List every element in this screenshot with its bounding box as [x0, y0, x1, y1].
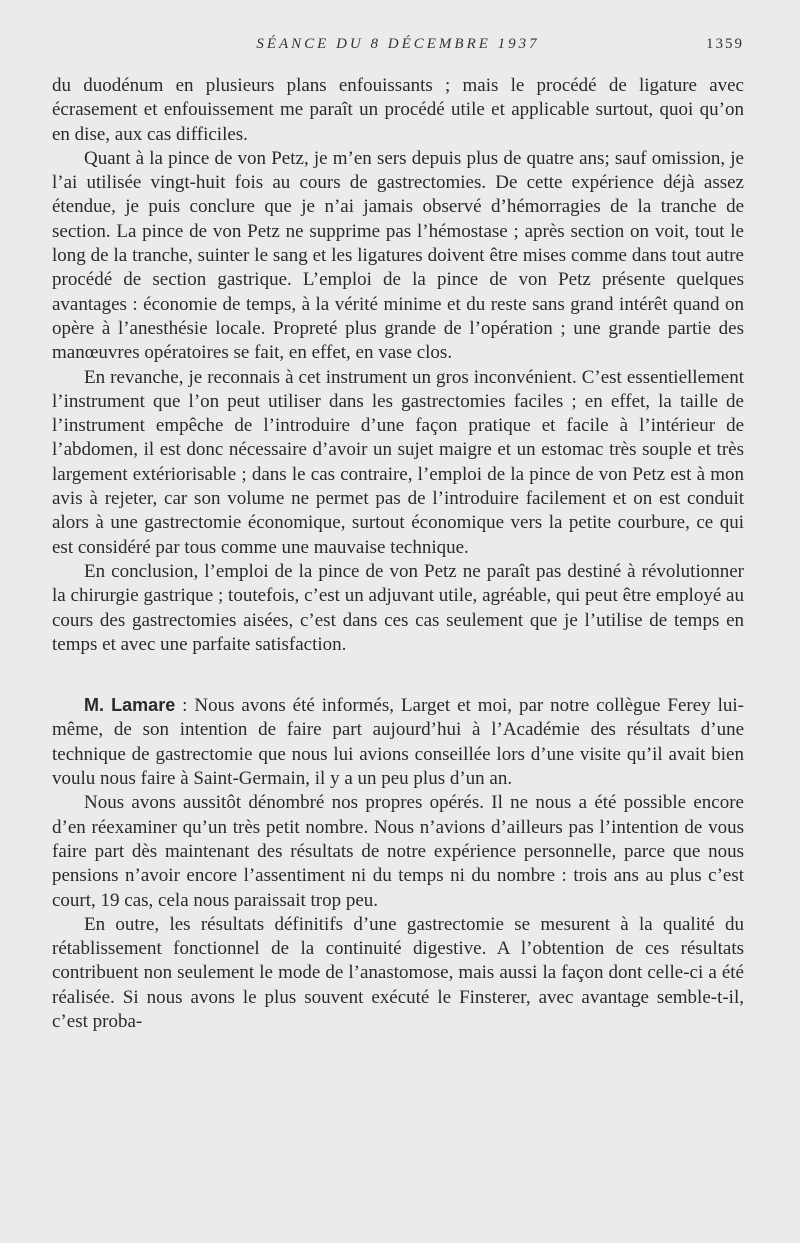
page-number: 1359	[706, 36, 744, 52]
discussion-paragraph-1	[52, 693, 744, 791]
body-text	[52, 74, 744, 1034]
paragraph-2: Quant à la pince de von Petz, je m’en sers depuis plus de quatre ans; sauf omission, je l’ai utilisée vingt-huit fois au cours de gastrectomies. De cette expérience déjà assez étendue, je puis conclure que je n’ai jamais observé d’hémorragies de la tranche de section. La pince de von Petz ne supprime pas l’hémostase ; après section on voit, tout le long de la tranche, suinter le sang et les ligatures doivent être mises comme dans tout autre procédé de section gastrique. L’emploi de la pince de von Petz présente quelques avantages : économie de temps, à la vérité minime et du reste sans grand intérêt quand on opère à l’anesthésie locale. Propreté plus grande de l’opération ; une grande partie des manœuvres opératoires se fait, en effet, en vase clos.	[52, 147, 744, 364]
discussion-paragraph-2: Nous avons aussitôt dénombré nos propres opérés. Il ne nous a été possible encore d’en réexaminer qu’un très petit nombre. Nous n’avions d’ailleurs pas l’intention de vous faire part dès maintenant des résultats de notre expérience personnelle, parce que nous pensions n’avoir encore l’assentiment ni du temps ni du nombre : trois ans au plus c’est court, 19 cas, cela nous paraissait trop peu.	[52, 792, 744, 911]
paragraph-1: du duodénum en plusieurs plans enfouissants ; mais le procédé de ligature avec écrasement et enfouissement me paraît un procédé utile et applicable surtout, quoi qu’on en dise, aux cas difficiles.	[52, 75, 744, 145]
speaker-name: M. Lamare	[84, 695, 176, 716]
discussion-text-1: : Nous avons été informés, Larget et moi, par notre collègue Ferey lui-même, de son intention de faire part aujourd’hui à l’Académie des résultats d’une technique de gastrectomie que nous lui avions conseillée lors d’une visite qu’il avait bien voulu nous faire à Saint-Germain, il y a un peu plus d’un an.	[52, 695, 744, 790]
running-head	[52, 36, 744, 60]
section-gap	[52, 657, 744, 693]
running-title: SÉANCE DU 8 DÉCEMBRE 1937	[256, 36, 540, 52]
paragraph-3: En revanche, je reconnais à cet instrument un gros inconvénient. C’est essentiellement l’instrument que l’on peut utiliser dans les gastrectomies faciles ; en effet, la taille de l’instrument empêche de l’introduire d’une façon pratique et facile à l’intérieur de l’abdomen, il est donc nécessaire d’avoir un sujet maigre et un estomac très souple et très largement extériorisable ; dans le cas contraire, l’emploi de la pince de von Petz est à mon avis à rejeter, car son volume ne permet pas de l’introduire facilement et on est conduit alors à une gastrectomie économique, surtout économique vers la petite courbure, ce qui est considéré par tous comme une mauvaise technique.	[52, 366, 744, 558]
paragraph-4: En conclusion, l’emploi de la pince de von Petz ne paraît pas destiné à révolutionner la chirurgie gastrique ; toutefois, c’est un adjuvant utile, agréable, qui peut être employé au cours des gastrectomies aisées, c’est dans ces cas seulement que je l’utilise de temps en temps et avec une parfaite satisfaction.	[52, 560, 744, 655]
discussion-paragraph-3: En outre, les résultats définitifs d’une gastrectomie se mesurent à la qualité du rétablissement fonctionnel de la continuité digestive. A l’obtention de ces résultats contribuent non seulement le mode de l’anastomose, mais aussi la façon dont celle-ci a été réalisée. Si nous avons le plus souvent exécuté le Finsterer, avec avantage semble-t-il, c’est proba-	[52, 913, 744, 1032]
